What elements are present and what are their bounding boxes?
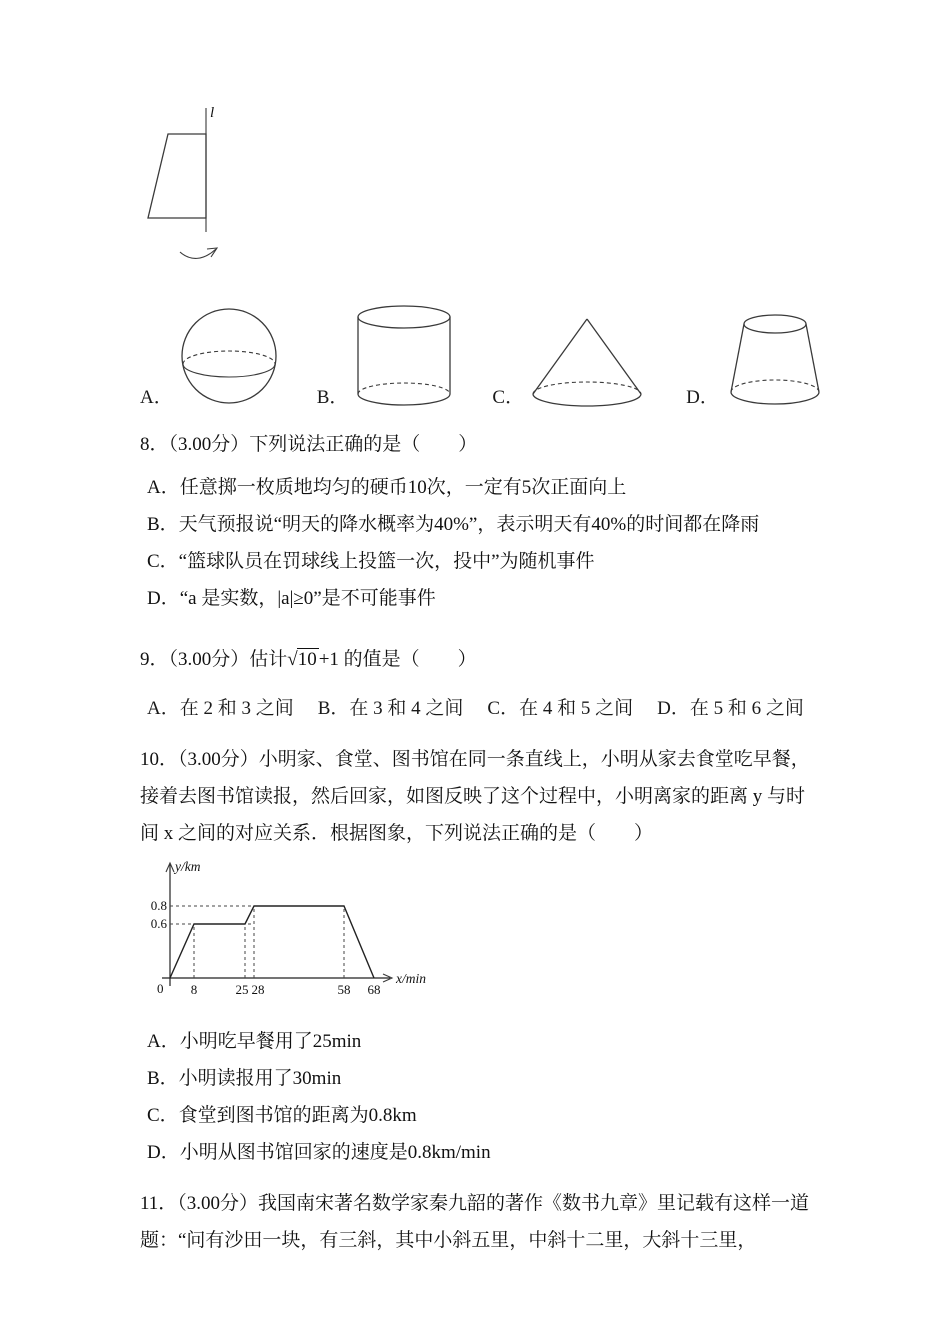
shape-option-a <box>140 304 279 410</box>
shape-option-d <box>686 310 825 410</box>
question-9-options <box>140 690 815 727</box>
cylinder-icon <box>354 302 454 410</box>
shape-option-d-label: D． <box>686 387 719 408</box>
question-10-option-a: A．小明吃早餐用了25min <box>147 1031 362 1052</box>
question-9-option-d: D．在 5 和 6 之间 <box>657 698 804 719</box>
question-9-stem <box>140 641 815 678</box>
question-10-option-d: D．小明从图书馆回家的速度是0.8km/min <box>147 1142 491 1163</box>
question-8-option-d: D．“a 是实数，|a|≥0”是不可能事件 <box>147 588 436 609</box>
sqrt-radical-sign: √ <box>287 649 297 670</box>
y-axis-label: y/km <box>175 859 201 874</box>
cylinder-bottom-front <box>358 394 450 405</box>
x-tick-58: 58 <box>337 982 351 997</box>
shape-option-c-label: C． <box>492 387 525 408</box>
axis-label: l <box>210 105 215 121</box>
shape-option-b <box>317 302 455 410</box>
question-10-stem: 10．（3.00分）小明家、食堂、图书馆在同一条直线上，小明从家去食堂吃早餐，接着去图书馆读报，然后回家，如图反映了这个过程中，小明离家的距离 y 与时间 x 之间的对应关系．根据图象，下列说法正确的是（ ） <box>140 749 810 844</box>
x-tick-68: 68 <box>367 982 381 997</box>
trapezoid-shape <box>148 134 206 218</box>
question-8-option-a: A．任意掷一枚质地均匀的硬币10次，一定有5次正面向上 <box>147 477 627 498</box>
shape-option-c <box>492 314 648 410</box>
frustum-base-back <box>731 380 819 392</box>
question-8-stem: 8．（3.00分）下列说法正确的是（ ） <box>140 434 478 455</box>
shape-option-b-label: B． <box>316 387 349 408</box>
graph-dashed-guides <box>170 906 344 978</box>
frustum-top <box>744 315 806 333</box>
y-tick-0_6: 0.6 <box>150 916 167 931</box>
cone-base-front <box>533 394 641 406</box>
distance-time-graph <box>140 858 815 1013</box>
distance-time-graph-svg <box>140 858 452 1008</box>
question-9-stem-pre: 9．（3.00分）估计 <box>140 649 288 670</box>
x-tick-8: 8 <box>190 982 198 997</box>
frustum-icon <box>725 310 825 410</box>
cylinder-top <box>358 306 450 328</box>
question-10-option-c: C．食堂到图书馆的距离为0.8km <box>147 1105 417 1126</box>
origin-tick: 0 <box>157 981 164 996</box>
question-9-option-b: B．在 3 和 4 之间 <box>317 698 464 719</box>
rotation-figure <box>140 100 815 280</box>
question-9-option-c: C．在 4 和 5 之间 <box>487 698 634 719</box>
x-axis-label: x/min <box>396 971 426 986</box>
frustum-side-left <box>731 324 744 392</box>
cylinder-bottom-back <box>358 383 450 394</box>
question-9-option-a: A．在 2 和 3 之间 <box>147 698 294 719</box>
sphere-icon <box>179 304 279 410</box>
cone-icon <box>530 314 648 410</box>
question-10-option-b: B．小明读报用了30min <box>147 1068 342 1089</box>
graph-series-line <box>170 906 374 978</box>
frustum-side-right <box>806 324 819 392</box>
sphere-equator-front <box>183 364 275 377</box>
rotation-arrow-curve <box>180 249 216 258</box>
cone-base-back <box>533 382 641 394</box>
cone-side-left <box>533 319 587 394</box>
rotation-figure-svg <box>140 100 260 275</box>
frustum-base-front <box>731 392 819 404</box>
sqrt-radicand: 10 <box>297 649 317 670</box>
question-9-stem-post: +1 的值是（ ） <box>318 649 477 670</box>
question-11-stem: 11．（3.00分）我国南宋著名数学家秦九韶的著作《数书九章》里记载有这样一道题：“问有沙田一块，有三斜，其中小斜五里，中斜十二里，大斜十三里， <box>140 1193 810 1251</box>
x-tick-25: 25 <box>235 982 249 997</box>
shape-answer-row <box>140 302 815 410</box>
cone-side-right <box>587 319 641 394</box>
question-8-option-b: B．天气预报说“明天的降水概率为40%”，表示明天有40%的时间都在降雨 <box>147 514 760 535</box>
y-tick-0_8: 0.8 <box>150 898 167 913</box>
question-8-option-c: C．“篮球队员在罚球线上投篮一次，投中”为随机事件 <box>147 551 595 572</box>
x-tick-28: 28 <box>251 982 265 997</box>
shape-option-a-label: A． <box>140 387 173 408</box>
sphere-outline <box>182 309 276 403</box>
sphere-equator-back <box>183 351 275 364</box>
question-10-options <box>140 1023 815 1171</box>
question-8-options <box>140 469 815 617</box>
